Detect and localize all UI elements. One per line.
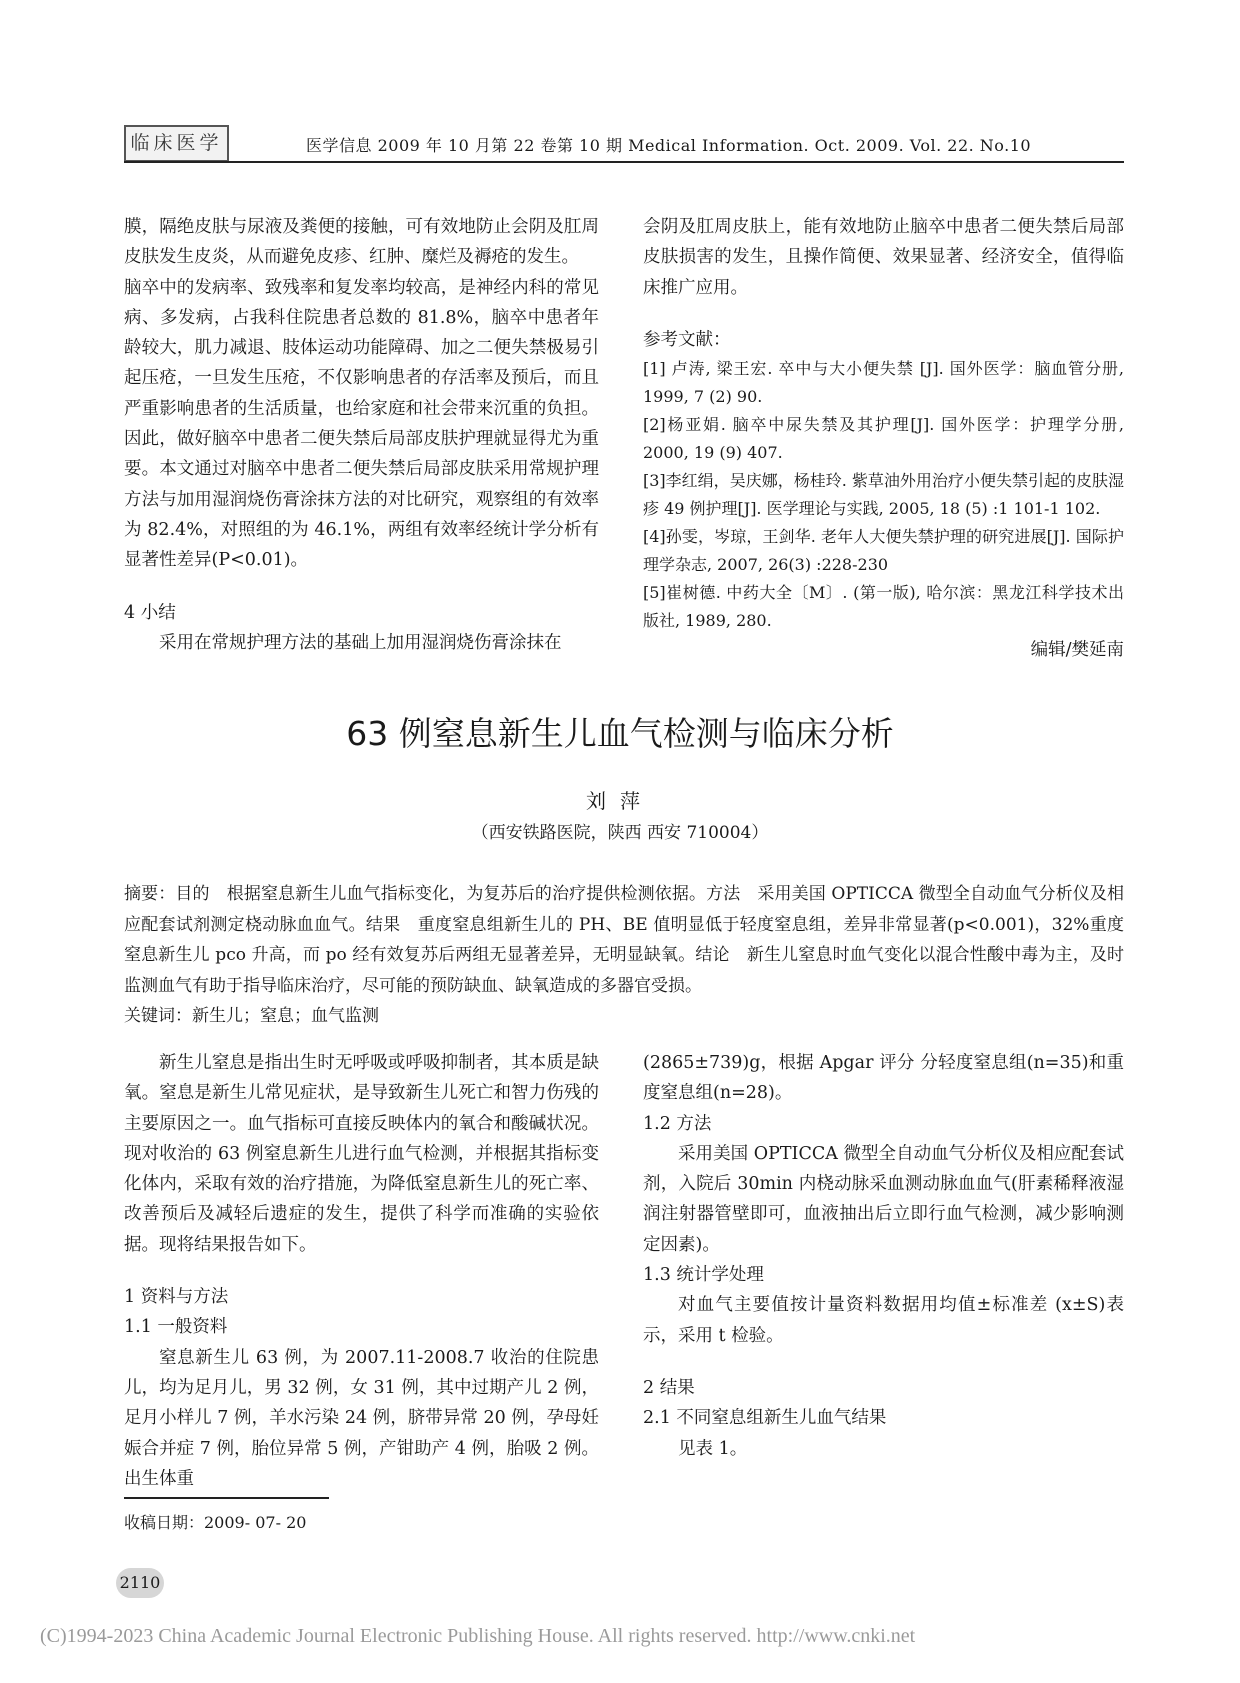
body-paragraph: 对血气主要值按计量资料数据用均值±标准差 (x±S)表示，采用 t 检验。 <box>643 1295 1124 1346</box>
received-date: 收稿日期：2009- 07- 20 <box>124 1513 307 1532</box>
page-number: 2110 <box>116 1568 164 1598</box>
footnote-rule <box>124 1497 329 1499</box>
intro-paragraph: 新生儿窒息是指出生时无呼吸或呼吸抑制者，其本质是缺氧。窒息是新生儿常见症状，是导致新生儿死亡和智力伤残的主要原因之一。血气指标可直接反映体内的氧合和酸碱状况。现对收治的 63 例窒息新生儿进行血气检测，并根据其指标变化体内，采取有效的治疗措施，为降低窒息新生儿的死亡率、改善预后及减轻后遗症的发生，提供了科学而准确的实验依据。现将结果报告如下。 <box>124 1053 599 1255</box>
reference-item: [1] 卢涛, 梁王宏. 卒中与大小便失禁 [J]. 国外医学：脑血管分册, 1999, 7 (2) 90. <box>643 359 1124 407</box>
section-heading: 4 小结 <box>124 602 176 623</box>
references-heading: 参考文献： <box>643 329 731 350</box>
reference-item: [2]杨亚娟. 脑卒中尿失禁及其护理[J]. 国外医学：护理学分册, 2000, 19 (9) 407. <box>643 415 1124 463</box>
reference-item: [3]李红绢，吴庆娜，杨桂玲. 紫草油外用治疗小便失禁引起的皮肤湿疹 49 例护理[J]. 医学理论与实践, 2005, 18 (5) :1 101-1 102. <box>643 471 1124 519</box>
prev-article-left-column <box>124 212 599 658</box>
body-paragraph: 采用美国 OPTICCA 微型全自动血气分析仪及相应配套试剂，入院后 30min 内桡动脉采血测动脉血血气(肝素稀释液湿润注射器管壁即可，血液抽出后立即行血气检测，减少影响测定因素)。 <box>643 1143 1124 1255</box>
header-rule <box>124 161 1124 163</box>
prev-article-right-column <box>643 212 1124 665</box>
body-paragraph: (2865±739)g，根据 Apgar 评分 分轻度窒息组(n=35)和重度窒息组(n=28)。 <box>643 1053 1124 1104</box>
body-paragraph: 窒息新生儿 63 例，为 2007.11-2008.7 收治的住院患儿，均为足月儿，男 32 例，女 31 例，其中过期产儿 2 例，足月小样儿 7 例，羊水污染 24 例，脐带异常 20 例，孕母妊娠合并症 7 例，胎位异常 5 例，产钳助产 4 例，胎吸 2 例。出生体重 <box>124 1347 599 1489</box>
article-title: 63 例窒息新生儿血气检测与临床分析 <box>346 714 894 753</box>
copyright-notice: (C)1994-2023 China Academic Journal Electronic Publishing House. All rights reserved. http://www.cnki.net <box>40 1625 916 1647</box>
reference-list <box>643 355 1124 635</box>
subsection-heading: 1.1 一般资料 <box>124 1317 228 1338</box>
section-label: 临床医学 <box>124 125 229 162</box>
subsection-heading: 1.2 方法 <box>643 1113 712 1134</box>
abstract-text: 摘要：目的 根据窒息新生儿血气指标变化，为复苏后的治疗提供检测依据。方法 采用美国 OPTICCA 微型全自动血气分析仪及相应配套试剂测定桡动脉血血气。结果 重度窒息组新生儿的 PH、BE 值明显低于轻度窒息组，差异非常显著(p<0.001)，32%重度窒息新生儿 pco 升高，而 po 经有效复苏后两组无显著差异，无明显缺氧。结论 新生儿窒息时血气变化以混合性酸中毒为主，及时监测血气有助于指导临床治疗，尽可能的预防缺血、缺氧造成的多器官受损。 <box>124 884 1124 996</box>
journal-header: 医学信息 2009 年 10 月第 22 卷第 10 期 Medical Information. Oct. 2009. Vol. 22. No.10 <box>306 136 1032 155</box>
subsection-heading: 2.1 不同窒息组新生儿血气结果 <box>643 1408 887 1429</box>
editor-credit: 编辑/樊延南 <box>1030 640 1124 661</box>
abstract-block <box>124 879 1124 1032</box>
author-affiliation: （西安铁路医院，陕西 西安 710004） <box>471 823 769 843</box>
prev-paragraph: 膜，隔绝皮肤与尿液及粪便的接触，可有效地防止会阴及肛周皮肤发生皮炎，从而避免皮疹、红肿、糜烂及褥疮的发生。 <box>124 217 599 268</box>
section-heading: 2 结果 <box>643 1377 695 1398</box>
article-left-column <box>124 1048 599 1494</box>
prev-paragraph: 会阴及肛周皮肤上，能有效地防止脑卒中患者二便失禁后局部皮肤损害的发生，且操作简便、效果显著、经济安全，值得临床推广应用。 <box>643 217 1124 298</box>
body-paragraph: 见表 1。 <box>678 1438 748 1459</box>
article-author: 刘萍 <box>586 789 654 813</box>
keywords: 关键词：新生儿；窒息；血气监测 <box>124 1006 379 1026</box>
reference-item: [4]孙雯，岑琼，王剑华. 老年人大便失禁护理的研究进展[J]. 国际护理学杂志, 2007, 26(3) :228-230 <box>643 527 1124 575</box>
article-right-column <box>643 1048 1124 1464</box>
section-heading: 1 资料与方法 <box>124 1287 229 1308</box>
subsection-heading: 1.3 统计学处理 <box>643 1265 764 1286</box>
prev-paragraph: 采用在常规护理方法的基础上加用湿润烧伤膏涂抹在 <box>159 632 562 653</box>
prev-paragraph: 脑卒中的发病率、致残率和复发率均较高，是神经内科的常见病、多发病，占我科住院患者总数的 81.8%，脑卒中患者年龄较大，肌力减退、肢体运动功能障碍、加之二便失禁极易引起压疮，一旦发生压疮，不仅影响患者的存活率及预后，而且严重影响患者的生活质量，也给家庭和社会带来沉重的负担。因此，做好脑卒中患者二便失禁后局部皮肤护理就显得尤为重要。本文通过对脑卒中患者二便失禁后局部皮肤采用常规护理方法与加用湿润烧伤膏涂抹方法的对比研究，观察组的有效率为 82.4%，对照组的为 46.1%，两组有效率经统计学分析有显著性差异(P<0.01)。 <box>124 277 599 571</box>
reference-item: [5]崔树德. 中药大全〔M〕. (第一版), 哈尔滨：黑龙江科学技术出版社, 1989, 280. <box>643 583 1124 631</box>
